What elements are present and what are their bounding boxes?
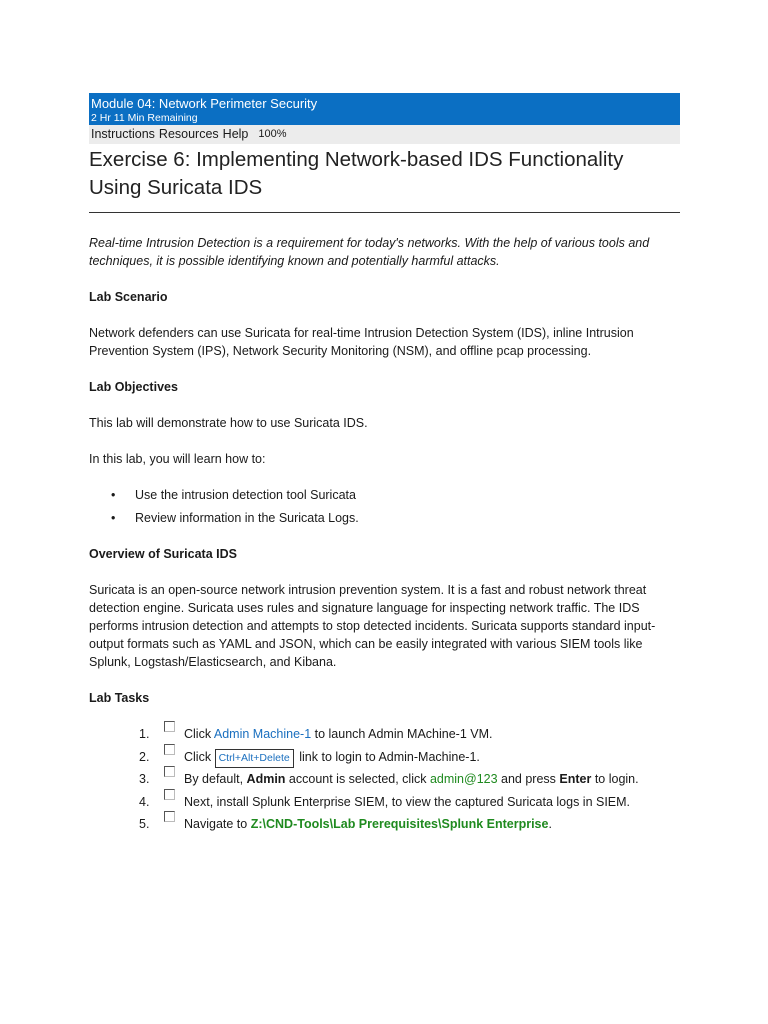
ctrl-alt-delete-button[interactable]: Ctrl+Alt+Delete <box>215 749 294 768</box>
tab-bar <box>89 125 680 144</box>
bullet-icon: • <box>111 511 116 525</box>
task-number: 5. <box>139 817 150 831</box>
overview-heading: Overview of Suricata IDS <box>89 547 237 561</box>
task-number: 1. <box>139 727 150 741</box>
password-type-text[interactable]: admin@123 <box>429 772 498 786</box>
lab-manual-page <box>89 93 680 838</box>
lab-tasks-list <box>89 725 680 838</box>
objectives-list <box>89 486 680 527</box>
objectives-text-1: This lab will demonstrate how to use Suricata IDS. <box>89 416 368 430</box>
splunk-path-text[interactable]: Z:\CND-Tools\Lab Prerequisites\Splunk Enterprise <box>250 817 549 831</box>
task-number: 2. <box>139 749 150 764</box>
checkbox-icon[interactable] <box>164 789 175 800</box>
overview-text: Suricata is an open-source network intrusion prevention system. It is a fast and robust network threat detection engine. Suricata uses rules and signature language for inspecting network traffic. The IDS performs intrusion detection and attempts to stop detected incidents. Suricata supports standard input-output formats such as YAML and JSON, which can be easily integrated with various SIEM tools like Splunk, Logstash/Elasticsearch, and Kibana. <box>89 583 656 669</box>
task-item <box>89 815 680 838</box>
lab-objectives-heading: Lab Objectives <box>89 380 178 394</box>
bullet-icon: • <box>111 488 116 502</box>
tab-resources[interactable]: Resources <box>158 127 219 141</box>
time-remaining: 2 Hr 11 Min Remaining <box>91 112 198 124</box>
checkbox-icon[interactable] <box>164 721 175 732</box>
checkbox-icon[interactable] <box>164 811 175 822</box>
admin-account-label: Admin <box>246 772 286 786</box>
lab-tasks-heading: Lab Tasks <box>89 691 150 705</box>
task-number: 4. <box>139 794 150 809</box>
zoom-level[interactable]: 100% <box>258 128 287 140</box>
task-text: Click <box>184 749 215 764</box>
tab-help[interactable]: Help <box>222 127 249 141</box>
objectives-text-2: In this lab, you will learn how to: <box>89 452 266 466</box>
task-number: 3. <box>139 772 150 786</box>
module-title: Module 04: Network Perimeter Security <box>91 96 318 111</box>
checkbox-icon[interactable] <box>164 744 175 755</box>
task-item <box>89 793 680 816</box>
task-item <box>89 725 680 748</box>
list-item <box>89 486 680 504</box>
task-text: . <box>548 817 552 831</box>
module-header <box>89 93 680 125</box>
lab-scenario-heading: Lab Scenario <box>89 290 168 304</box>
title-divider <box>89 212 680 213</box>
exercise-title: Exercise 6: Implementing Network-based IDS Functionality Using Suricata IDS <box>89 148 624 199</box>
task-text: link to login to Admin-Machine-1. <box>295 749 480 764</box>
list-item <box>89 509 680 527</box>
lab-scenario-text: Network defenders can use Suricata for real-time Intrusion Detection System (IDS), inline Intrusion Prevention System (IPS), Network Security Monitoring (NSM), and offline pcap processing. <box>89 326 634 358</box>
intro-text: Real-time Intrusion Detection is a requirement for today's networks. With the help of various tools and techniques, it is possible identifying known and potentially harmful attacks. <box>89 236 650 268</box>
enter-key-label: Enter <box>559 772 592 786</box>
list-item-text: Review information in the Suricata Logs. <box>135 511 359 525</box>
checkbox-icon[interactable] <box>164 766 175 777</box>
admin-machine-link[interactable]: Admin Machine-1 <box>213 727 312 741</box>
task-text: and press <box>497 772 560 786</box>
task-text: to login. <box>591 772 639 786</box>
task-text: account is selected, click <box>285 772 430 786</box>
task-text: Click <box>184 727 214 741</box>
task-item <box>89 770 680 793</box>
task-item <box>89 748 680 771</box>
list-item-text: Use the intrusion detection tool Suricata <box>135 488 356 502</box>
tab-instructions[interactable]: Instructions <box>91 127 155 141</box>
task-text: Navigate to <box>184 817 251 831</box>
task-text: to launch Admin MAchine-1 VM. <box>311 727 493 741</box>
task-text: By default, <box>184 772 247 786</box>
task-text: Next, install Splunk Enterprise SIEM, to view the captured Suricata logs in SIEM. <box>184 794 631 809</box>
